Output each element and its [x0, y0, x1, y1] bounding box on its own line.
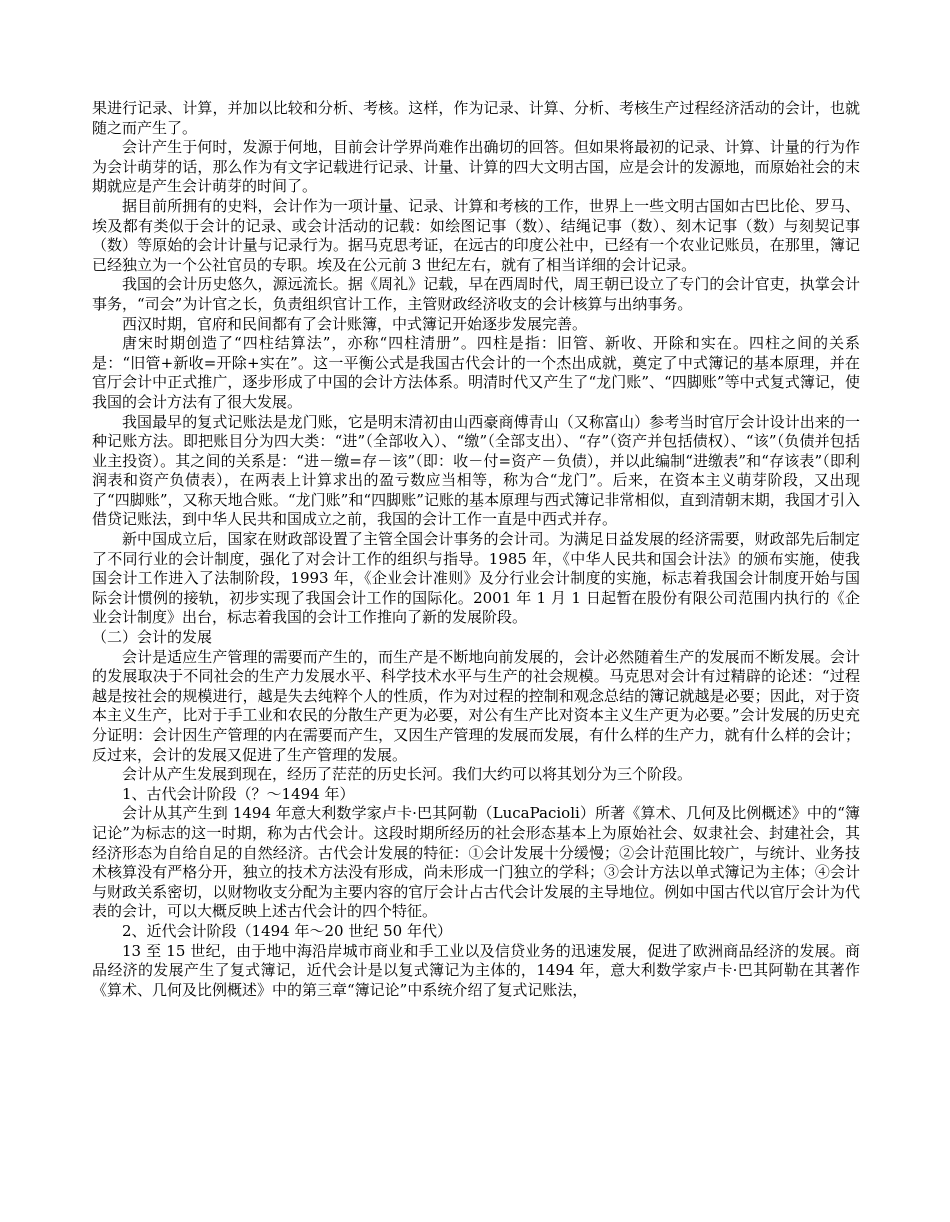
- paragraph-tang-song: 唐宋时期创造了“四柱结算法”，亦称“四柱清册”。四柱是指：旧管、新收、开除和实在。四柱之间的关系是：“旧管+新收=开除+实在”。这一平衡公式是我国古代会计的一个杰出成就，奠定了中式簿记的基本原理，并在官厅会计中正式推广，逐步形成了中国的会计方法体系。明清时代又产生了“龙门账”、“四脚账”等中式复式簿记，使我国的会计方法有了很大发展。: [92, 334, 860, 411]
- paragraph-development: 会计是适应生产管理的需要而产生的，而生产是不断地向前发展的，会计必然随着生产的发展而不断发展。会计的发展取决于不同社会的生产力发展水平、科学技术水平与生产的社会规模。马克思对会计有过精辟的论述：“过程越是按社会的规模进行，越是失去纯粹个人的性质，作为对过程的控制和观念总结的簿记就越是必要；因此，对于资本主义生产，比对于手工业和农民的分散生产更为必要，对公有生产比对资本主义生产更为必要。”会计发展的历史充分证明：会计因生产管理的内在需要而产生，又因生产管理的发展而发展，有什么样的生产力，就有什么样的会计；反过来，会计的发展又促进了生产管理的发展。: [92, 647, 860, 764]
- paragraph-modern-stage: 13 至 15 世纪，由于地中海沿岸城市商业和手工业以及信贷业务的迅速发展，促进了欧洲商品经济的发展。商品经济的发展产生了复式簿记，近代会计是以复式簿记为主体的，1494 年，意大利数学家卢卡·巴其阿勒在其著作《算术、几何及比例概述》中的第三章“簿记论”中系统介绍了复式记账法，: [92, 941, 860, 999]
- section-heading-development: （二）会计的发展: [92, 628, 213, 647]
- paragraph-ancient-stage: 会计从其产生到 1494 年意大利数学家卢卡·巴其阿勒（LucaPacioli）所著《算术、几何及比例概述》中的“簿记论”为标志的这一时期，称为古代会计。这段时期所经历的社会形态基本上为原始社会、奴隶社会、封建社会，其经济形态为自给自足的自然经济。古代会计发展的特征：①会计发展十分缓慢；②会计范围比较广，与统计、业务技术核算没有严格分开，独立的技术方法没有形成，尚未形成一门独立的学科；③会计方法以单式簿记为主体；④会计与财政关系密切，以财物收支分配为主要内容的官厅会计占古代会计发展的主导地位。例如中国古代以官厅会计为代表的会计，可以大概反映上述古代会计的四个特征。: [92, 804, 860, 921]
- paragraph-longmen-account: 我国最早的复式记账法是龙门账，它是明末清初由山西豪商傅青山（又称富山）参考当时官厅会计设计出来的一种记账方法。即把账目分为四大类：“进”（全部收入）、“缴”（全部支出）、“存”（资产并包括债权）、“该”（负债并包括业主投资）。其之间的关系是：“进－缴=存－该”（即：收－付=资产－负债），并以此编制“进缴表”和“存该表”（即利润表和资产负债表），在两表上计算求出的盈亏数应当相等，称为合“龙门”。后来，在资本主义萌芽阶段，又出现了“四脚账”，又称天地合账。“龙门账”和“四脚账”记账的基本原理与西式簿记非常相似，直到清朝末期，我国才引入借贷记账法，到中华人民共和国成立之前，我国的会计工作一直是中西式并存。: [92, 412, 860, 529]
- paragraph-origin-time: 会计产生于何时，发源于何地，目前会计学界尚难作出确切的回答。但如果将最初的记录、计算、计量的行为作为会计萌芽的话，那么作为有文字记载进行记录、计量、计算的四大文明古国，应是会计的发源地，而原始社会的末期就应是产生会计萌芽的时间了。: [92, 138, 860, 196]
- paragraph-ancient-records: 据目前所拥有的史料，会计作为一项计量、记录、计算和考核的工作，世界上一些文明古国如古巴比伦、罗马、埃及都有类似于会计的记录、或会计活动的记载：如绘图记事（数）、结绳记事（数）、刻木记事（数）与刻契记事（数）等原始的会计计量与记录行为。据马克思考证，在远古的印度公社中，已经有一个农业记账员，在那里，簿记已经独立为一个公社官员的专职。埃及在公元前 3 世纪左右，就有了相当详细的会计记录。: [92, 196, 860, 274]
- document-page: [92, 99, 860, 1000]
- subheading-modern-stage: 2、近代会计阶段（1494 年～20 世纪 50 年代）: [122, 921, 452, 940]
- paragraph-china-history: 我国的会计历史悠久，源远流长。据《周礼》记载，早在西周时代，周王朝已设立了专门的会计官吏，执掌会计事务，“司会”为计官之长，负责组织官计工作，主管财政经济收支的会计核算与出纳事务。: [92, 275, 860, 313]
- paragraph-three-stages: 会计从产生发展到现在，经历了茫茫的历史长河。我们大约可以将其划分为三个阶段。: [122, 765, 693, 784]
- paragraph-new-china: 新中国成立后，国家在财政部设置了主管全国会计事务的会计司。为满足日益发展的经济需要，财政部先后制定了不同行业的会计制度，强化了对会计工作的组织与指导。1985 年，《中华人民共和国会计法》的颁布实施，使我国会计工作进入了法制阶段，1993 年，《企业会计准则》及分行业会计制度的实施，标志着我国会计制度开始与国际会计惯例的接轨，初步实现了我国会计工作的国际化。2001 年 1 月 1 日起暂在股份有限公司范围内执行的《企业会计制度》出台，标志着我国的会计工作推向了新的发展阶段。: [92, 530, 860, 627]
- paragraph-continuation: 果进行记录、计算，并加以比较和分析、考核。这样，作为记录、计算、分析、考核生产过程经济活动的会计，也就随之而产生了。: [92, 99, 860, 137]
- paragraph-western-han: 西汉时期，官府和民间都有了会计账簿，中式簿记开始逐步发展完善。: [122, 314, 588, 333]
- subheading-ancient-stage: 1、古代会计阶段（？～1494 年）: [122, 784, 355, 803]
